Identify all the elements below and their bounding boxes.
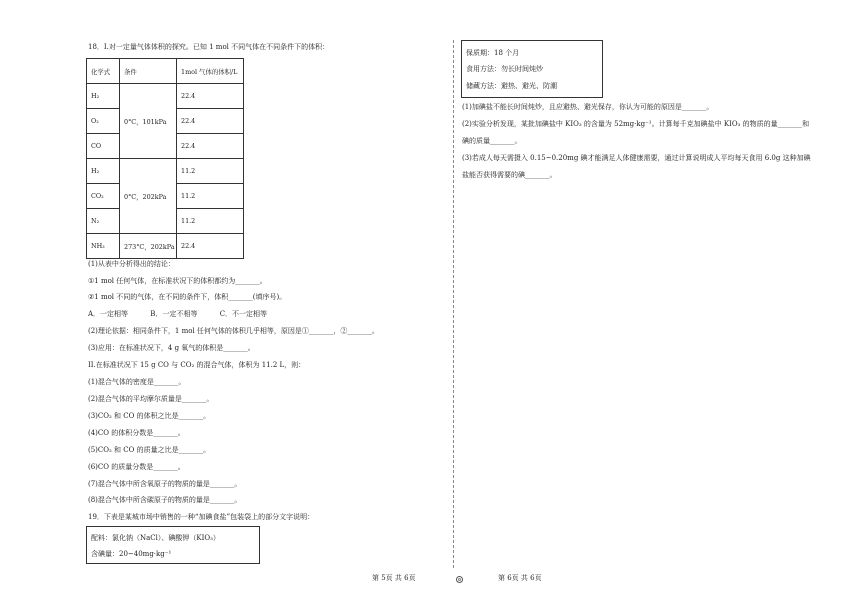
q19-question: 盐能否获得需要的碘_______。 [462, 171, 557, 179]
q18-line: (2)混合气体的平均摩尔质量是_______。 [88, 395, 214, 403]
table-cell-volume: 11.2 [177, 159, 244, 184]
q18-line: (6)CO 的质量分数是_______。 [88, 463, 185, 471]
table-cell-formula: CO [87, 134, 120, 159]
q18-intro: 18．I.对一定量气体体积的探究。已知 1 mol 不同气体在不同条件下的体积： [88, 43, 330, 51]
q18-line: (2)理论依据：相同条件下，1 mol 任何气体的体积几乎相等，原因是①_______，②_______。 [88, 327, 379, 335]
q18-line: ②1 mol 不同的气体，在不同的条件下，体积_______(填序号)。 [88, 293, 287, 301]
q18-options: A．一定相等 B．一定不相等 C．不一定相等 [88, 310, 268, 318]
salt-storage: 储藏方法：避热、避光、防潮 [466, 82, 557, 90]
salt-ingredients: 配料：氯化钠（NaCl）、碘酸钾（KIO₃） [91, 534, 220, 542]
q18-line: (4)CO 的体积分数是_______。 [88, 429, 185, 437]
table-header: 化学式 [87, 59, 120, 84]
q19-question: (1)加碘盐不能长时间炖炒，且应避热、避光保存，你认为可能的原因是_______。 [462, 103, 714, 111]
q19-question: 碘的质量_______。 [462, 137, 522, 145]
q18-line: (7)混合气体中所含氧原子的物质的量是_______。 [88, 480, 242, 488]
table-cell-formula: NH₃ [87, 234, 120, 259]
salt-label-box-left [86, 526, 260, 564]
salt-label-box-right [461, 40, 603, 98]
q18-line: ①1 mol 任何气体，在标准状况下的体积都约为_______。 [88, 277, 267, 285]
table-cell-volume: 11.2 [177, 184, 244, 209]
q18-line: (3)应用：在标准状况下，4 g 氧气的体积是_______。 [88, 344, 255, 352]
page-divider [453, 40, 454, 568]
table-cell-condition: 0°C，202kPa [120, 159, 177, 234]
table-cell-formula: H₂ [87, 84, 120, 109]
table-cell-formula: H₂ [87, 159, 120, 184]
table-cell-condition: 0°C，101kPa [120, 84, 177, 159]
table-cell-condition: 273°C，202kPa [120, 234, 177, 259]
binding-circle-icon [456, 576, 463, 583]
page-number-left: 第 5页 共 6页 [372, 574, 416, 582]
gas-volume-table [86, 58, 244, 259]
table-cell-formula: O₂ [87, 109, 120, 134]
table-cell-volume: 22.4 [177, 134, 244, 159]
table-header: 条件 [120, 59, 177, 84]
table-cell-volume: 22.4 [177, 109, 244, 134]
salt-usage: 食用方法：勿长时间炖炒 [466, 65, 543, 73]
q18-line: (1)混合气体的密度是_______。 [88, 378, 186, 386]
table-cell-formula: N₂ [87, 209, 120, 234]
table-cell-volume: 22.4 [177, 84, 244, 109]
q18-line: (5)CO₂ 和 CO 的质量之比是_______。 [88, 446, 211, 454]
page-number-right: 第 6页 共 6页 [498, 574, 542, 582]
table-cell-formula: CO₂ [87, 184, 120, 209]
q19-intro: 19．下表是某城市场中销售的一种“加碘食盐”包装袋上的部分文字说明： [88, 513, 315, 521]
table-cell-volume: 22.4 [177, 234, 244, 259]
q19-question: (3)若成人每天需摄入 0.15~0.20mg 碘才能满足人体健康需要，通过计算说明成人平均每天食用 6.0g 这种加碘 [462, 154, 811, 162]
table-header: 1mol 气体的体积/L [177, 59, 244, 84]
q18-line: (1)从表中分析得出的结论： [88, 260, 175, 268]
salt-iodine-content: 含碘量：20~40mg·kg⁻¹ [91, 550, 172, 558]
table-cell-volume: 11.2 [177, 209, 244, 234]
salt-shelf-life: 保质期：18 个月 [466, 49, 520, 57]
q18-line: (8)混合气体中所含碳原子的物质的量是_______。 [88, 496, 242, 504]
q18-line: (3)CO₂ 和 CO 的体积之比是_______。 [88, 412, 211, 420]
q18-line: II.在标准状况下 15 g CO 与 CO₂ 的混合气体，体积为 11.2 L，则： [88, 361, 306, 369]
q19-question: (2)实验分析发现，某批加碘盐中 KIO₃ 的含量为 52mg·kg⁻¹。计算每千克加碘盐中 KIO₃ 的物质的量_______和 [462, 120, 810, 128]
